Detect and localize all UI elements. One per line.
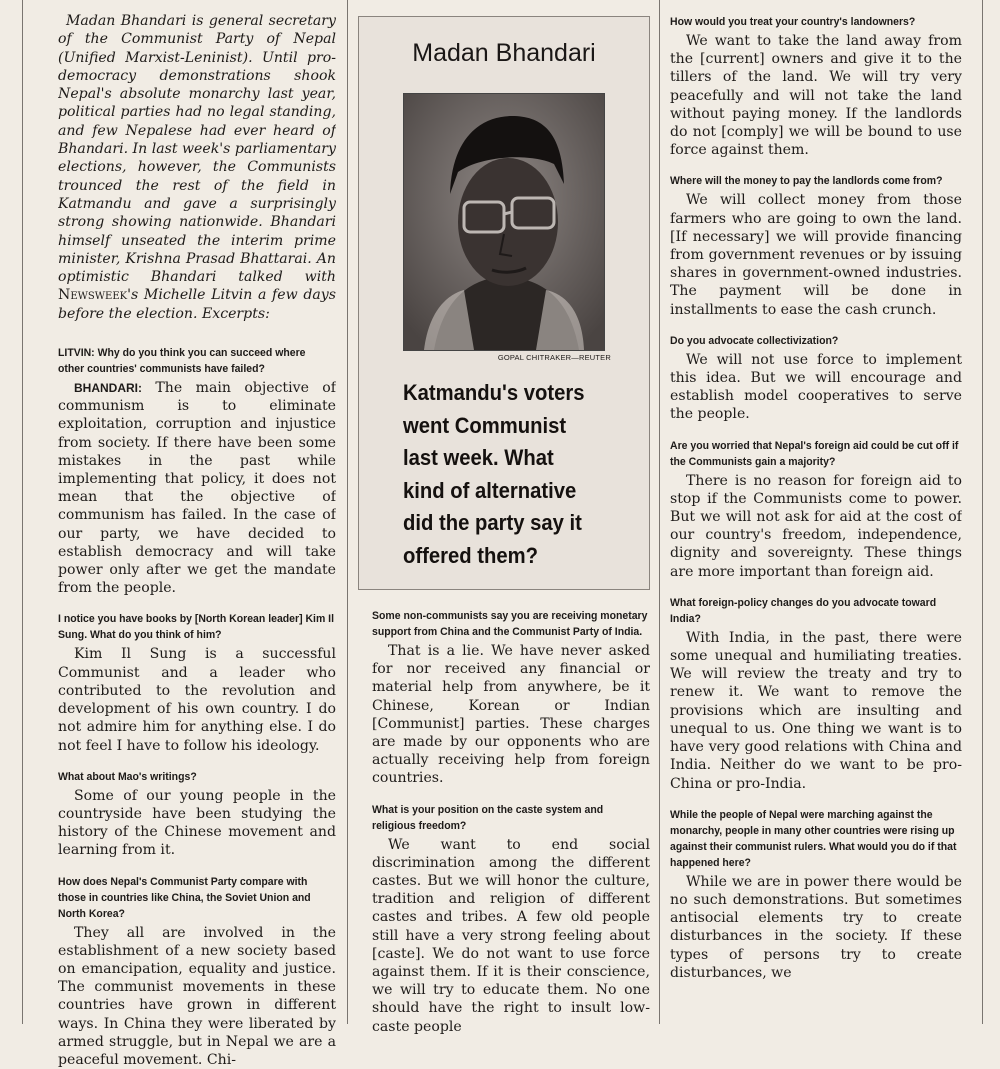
answer: Some of our young people in the countryside have been studying the history of the Chinese movement and learning from it. <box>58 787 336 859</box>
answer: We will collect money from those farmers who are going to own the land. [If necessary] we will provide financing from government revenues or by issuing shares in government-owned industries. The payment will be done in installments to ease the cash crunch. <box>670 192 962 318</box>
column-rule-2 <box>659 0 660 1024</box>
question: What is your position on the caste system and religious freedom? <box>372 803 604 832</box>
question: How does Nepal's Communist Party compare with those in countries like China, the Soviet Union and North Korea? <box>58 875 311 920</box>
answer: While we are in power there would be no such demonstrations. But sometimes antisocial elements try to create disturbances in the society. If these types of persons try to create disturbances, we <box>670 873 962 981</box>
question: While the people of Nepal were marching against the monarchy, people in many other countries were rising up against their communist rulers. What would you do if that happened here? <box>670 808 957 869</box>
answer: BHANDARI: The main objective of communism is to eliminate exploitation, corruption and injustice from society. If there have been some mistakes in the past while implementing that policy, it does not mean that the objective of communism has failed. In the case of our party, we have decided to establish democracy and will take power only after we get the mandate from the people. <box>58 380 336 597</box>
answer: We want to end social discrimination among the different castes. But we will honor the culture, tradition and religion of different castes and tribes. A few old people still have a very strong feeling about [caste]. We do not want to use force against them. If it is their conscience, we will try to educate them. No one should have the right to insult low-caste people <box>372 836 650 1035</box>
answer: We will not use force to implement this idea. But we will encourage and establish model cooperatives to serve the people. <box>670 351 962 423</box>
portrait-illustration <box>404 94 604 350</box>
column-1 <box>58 0 336 1069</box>
question: Do you advocate collectivization? <box>670 334 839 347</box>
column-rule-left <box>22 0 23 1024</box>
intro-paragraph: Madan Bhandari is general secretary of the Communist Party of Nepal (Unified Marxist-Leninist). Until pro-democracy demonstrations shook Nepal's absolute monarchy last year, political parties had no legal standing, and few Nepalese had ever heard of Bhandari. In last week's parliamentary elections, however, the Communists trounced the rest of the field in Katmandu and gave a surprisingly strong showing nationwide. Bhandari himself unseated the interim prime minister, Krishna Prasad Bhattarai. An optimistic Bhandari talked with Newsweek's Michelle Litvin a few days before the election. Excerpts: <box>58 13 336 322</box>
question: Some non-communists say you are receiving monetary support from China and the Communist Party of India. <box>372 610 648 638</box>
column-rule-right <box>982 0 983 1024</box>
sidebar-title: Madan Bhandari <box>412 39 596 67</box>
question: How would you treat your country's landowners? <box>670 16 916 28</box>
magazine-name: Newsweek <box>58 287 128 304</box>
question: Where will the money to pay the landlords come from? <box>670 175 943 188</box>
portrait-photo <box>403 93 605 351</box>
answer: Kim Il Sung is a successful Communist and a leader who contributed to the revolution and development of his own country. I do not admire him for anything else. I do not feel I have to follow his ideology. <box>58 646 336 754</box>
question: Are you worried that Nepal's foreign aid could be cut off if the Communists gain a majority? <box>670 439 959 468</box>
answer: We want to take the land away from the [current] owners and give it to the tillers of the land. We will try very peacefully and will not take the land without paying money. If the landlords do not [comply] we will be bound to use force against them. <box>670 33 962 159</box>
question: LITVIN: Why do you think you can succeed where other countries' communists have failed? <box>58 347 306 376</box>
sidebar-deck: Katmandu's voters went Communist last week. What kind of alternative did the party say it offered them? <box>403 380 585 568</box>
answer: That is a lie. We have never asked for nor received any financial or material help from anywhere, be it Chinese, Korean or Indian [Communist] parties. These charges are made by our opponents who are actually receiving help from foreign countries. <box>372 643 650 787</box>
column-3 <box>670 0 962 982</box>
sidebar-box <box>358 16 650 590</box>
answer: There is no reason for foreign aid to stop if the Communists come to power. But we will not ask for aid at the cost of our country's freedom, independence, dignity and sovereignty. These things are more important than foreign aid. <box>670 472 962 580</box>
question: What foreign-policy changes do you advocate toward India? <box>670 596 937 625</box>
photo-credit: GOPAL CHITRAKER—REUTER <box>497 353 611 362</box>
answer: They all are involved in the establishment of a new society based on emancipation, equality and justice. The communist movements in these countries have grown in different ways. In China they were liberated by armed struggle, but in Nepal we are a peaceful movement. Chi- <box>58 924 336 1068</box>
question: I notice you have books by [North Korean leader] Kim Il Sung. What do you think of him? <box>58 613 335 642</box>
column-2 <box>372 602 650 1036</box>
question: What about Mao's writings? <box>58 770 197 783</box>
column-rule-1 <box>347 0 348 1024</box>
answer: With India, in the past, there were some unequal and humiliating treaties. We will review the treaty and try to renew it. We want to remove the provisions which are insulting and unequal to us. One thing we want is to have very good relations with China and India. Neither do we want to be pro-China or pro-India. <box>670 629 962 792</box>
